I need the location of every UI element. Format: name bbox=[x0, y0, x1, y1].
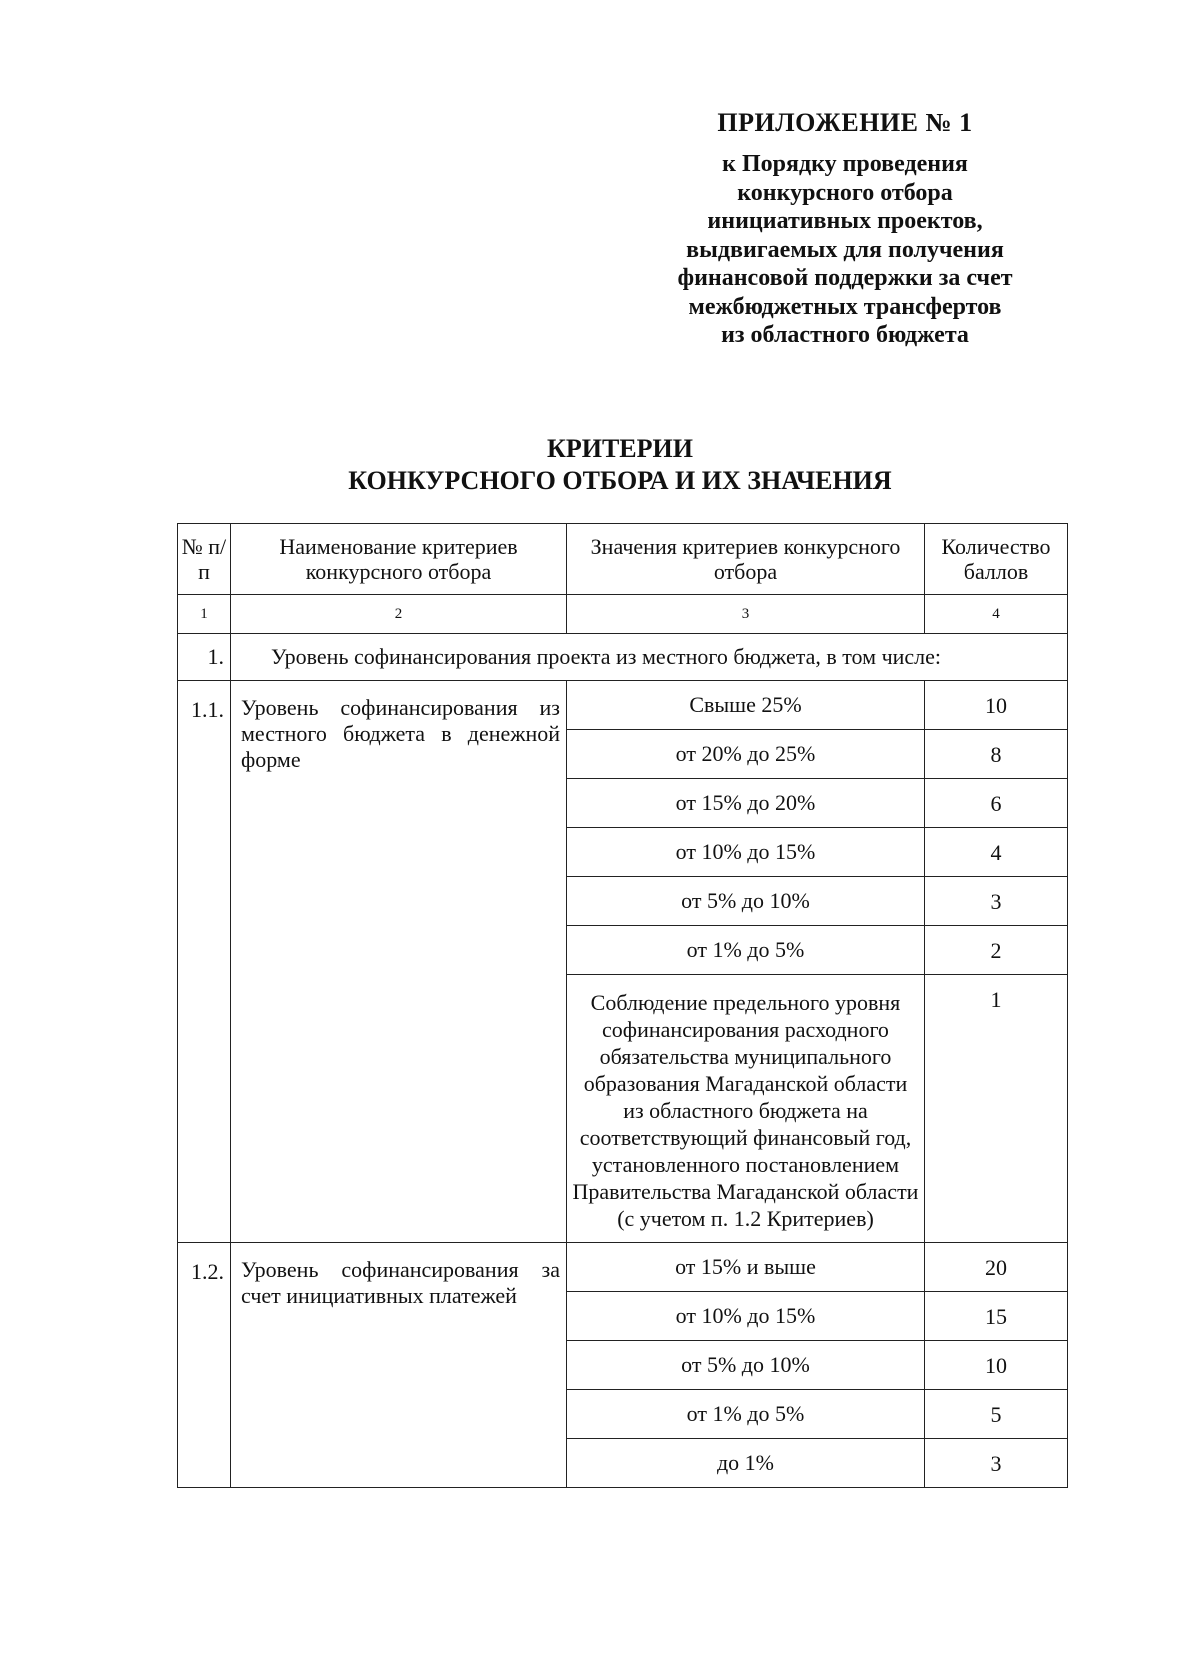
criterion-points: 15 bbox=[925, 1292, 1068, 1341]
document-title bbox=[170, 433, 1070, 497]
criterion-points: 6 bbox=[925, 779, 1068, 828]
criterion-points: 2 bbox=[925, 926, 1068, 975]
group-criterion: Уровень софинансирования за счет инициативных платежей bbox=[231, 1243, 567, 1488]
criterion-value: от 1% до 5% bbox=[567, 926, 925, 975]
criterion-points: 20 bbox=[925, 1243, 1068, 1292]
header-number: № п/п bbox=[178, 524, 231, 595]
criterion-points: 10 bbox=[925, 681, 1068, 730]
criterion-points: 1 bbox=[925, 975, 1068, 1243]
criterion-value: Свыше 25% bbox=[567, 681, 925, 730]
appendix-subtitle-line: к Порядку проведения bbox=[722, 151, 968, 177]
criterion-value: от 15% и выше bbox=[567, 1243, 925, 1292]
criterion-value: от 5% до 10% bbox=[567, 877, 925, 926]
appendix-heading: ПРИЛОЖЕНИЕ № 1 bbox=[717, 108, 973, 137]
appendix-subtitle-line: финансовой поддержки за счет bbox=[677, 265, 1013, 291]
section-number: 1. bbox=[178, 634, 231, 681]
appendix-subtitle-line: инициативных проектов, bbox=[707, 208, 983, 234]
section-text: Уровень софинансирования проекта из местного бюджета, в том числе: bbox=[231, 634, 1068, 681]
appendix-subtitle-line: выдвигаемых для получения bbox=[686, 236, 1004, 263]
criterion-value: от 1% до 5% bbox=[567, 1390, 925, 1439]
criterion-value: до 1% bbox=[567, 1439, 925, 1488]
title-line-1: КРИТЕРИИ bbox=[547, 434, 693, 463]
criterion-value: от 10% до 15% bbox=[567, 1292, 925, 1341]
header-criterion: Наименование критериев конкурсного отбора bbox=[231, 524, 567, 595]
group-number: 1.1. bbox=[178, 681, 231, 1243]
column-number: 4 bbox=[925, 595, 1068, 634]
criterion-value: от 15% до 20% bbox=[567, 779, 925, 828]
criterion-points: 4 bbox=[925, 828, 1068, 877]
column-number-row bbox=[178, 595, 1068, 634]
appendix-subtitle-line: конкурсного отбора bbox=[737, 179, 953, 206]
header-row bbox=[178, 524, 1068, 595]
appendix-subtitle bbox=[620, 150, 1070, 350]
criteria-table bbox=[177, 523, 1068, 1488]
group-number: 1.2. bbox=[178, 1243, 231, 1488]
appendix-subtitle-line: из областного бюджета bbox=[721, 322, 969, 348]
header-value: Значения критериев конкурсного отбора bbox=[567, 524, 925, 595]
criterion-value: от 20% до 25% bbox=[567, 730, 925, 779]
section-row bbox=[178, 634, 1068, 681]
column-number: 2 bbox=[231, 595, 567, 634]
criterion-points: 3 bbox=[925, 1439, 1068, 1488]
criterion-points: 5 bbox=[925, 1390, 1068, 1439]
criterion-points: 10 bbox=[925, 1341, 1068, 1390]
appendix-subtitle-line: межбюджетных трансфертов bbox=[688, 293, 1002, 320]
criterion-points: 8 bbox=[925, 730, 1068, 779]
criterion-value: от 10% до 15% bbox=[567, 828, 925, 877]
criterion-value: Соблюдение предельного уровня софинансирования расходного обязательства муниципального образования Магаданской области из областного бюджета на соответствующий финансовый год, установленного постановлением Правительства Магаданской области (с учетом п. 1.2 Критериев) bbox=[567, 975, 925, 1243]
criterion-value: от 5% до 10% bbox=[567, 1341, 925, 1390]
criterion-points: 3 bbox=[925, 877, 1068, 926]
column-number: 3 bbox=[567, 595, 925, 634]
table-row bbox=[178, 681, 1068, 730]
appendix-block bbox=[620, 108, 1070, 350]
table-row bbox=[178, 1243, 1068, 1292]
title-line-2: КОНКУРСНОГО ОТБОРА И ИХ ЗНАЧЕНИЯ bbox=[348, 466, 892, 495]
column-number: 1 bbox=[178, 595, 231, 634]
header-points: Количество баллов bbox=[925, 524, 1068, 595]
group-criterion: Уровень софинансирования из местного бюджета в денежной форме bbox=[231, 681, 567, 1243]
